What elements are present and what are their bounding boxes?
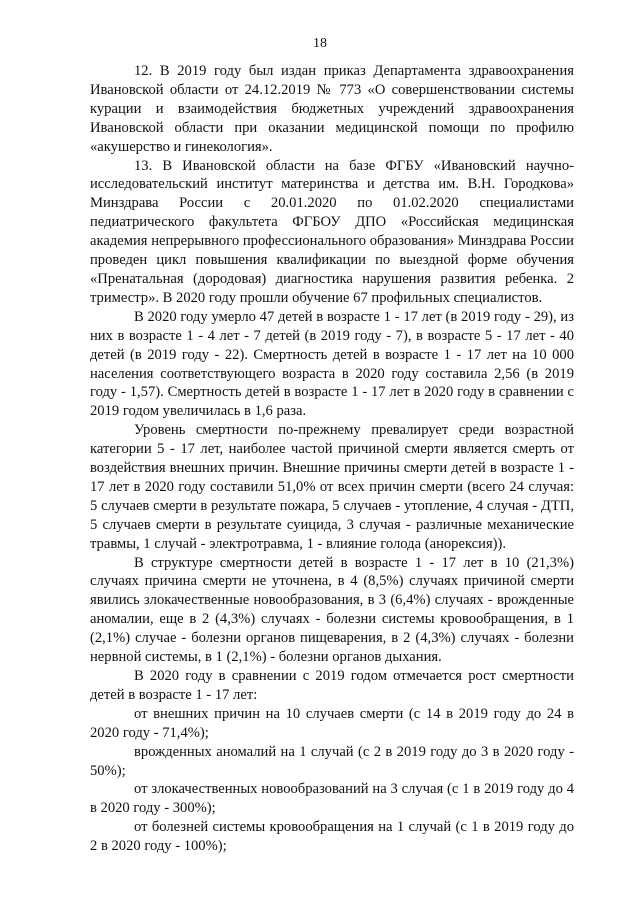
paragraph-order-12: 12. В 2019 году был издан приказ Департамента здравоохранения Ивановской области от 24.12.2019 № 773 «О совершенствовании системы курации и взаимодействия бюджетных учреждений здравоохранения Ивановской области при оказании медицинской помощи по профилю «акушерство и гинекология». [90,63,574,155]
document-body [90,62,574,856]
paragraph-child-mortality: В 2020 году умерло 47 детей в возрасте 1 - 17 лет (в 2019 году - 29), из них в возрасте 1 - 4 лет - 7 детей (в 2019 году - 7), в возрасте 5 - 17 лет - 40 детей (в 2019 году - 22). Смертность детей в возрасте 1 - 17 лет на 10 000 населения соответствующего возраста в 2020 году составила 2,56 (в 2019 году - 1,57). Смертность детей в возрасте 1 - 17 лет в 2020 году в сравнении с 2019 годом увеличилась в 1,6 раза. [90,308,574,420]
paragraph-external-causes: Уровень смертности по-прежнему превалирует среди возрастной категории 5 - 17 лет, наиболее частой причиной смерти является смерть от воздействия внешних причин. Внешние причины смерти детей в возрасте 1 - 17 лет в 2020 году составили 51,0% от всех причин смерти (всего 24 случая: 5 случаев смерти в результате пожара, 5 случаев - утопление, 4 случая - ДТП, 5 случаев смерти в результате суицида, 3 случая - различные механические травмы, 1 случай - электротравма, 1 - влияние голода (анорексия)). [90,422,574,552]
paragraph-mortality-structure: В структуре смертности детей в возрасте 1 - 17 лет в 10 (21,3%) случаях причина смерти не уточнена, в 4 (8,5%) случаях причиной смерти явились злокачественные новообразования, в 3 (6,4%) случаях - врожденные аномалии, еще в 2 (4,3%) случаях - болезни системы кровообращения, в 1 (2,1%) случае - болезни органов пищеварения, в 2 (4,3%) случаях - болезни нервной системы, в 1 (2,1%) - болезни органов дыхания. [90,554,574,666]
paragraph-training-13: 13. В Ивановской области на базе ФГБУ «Ивановский научно-исследовательский институт материнства и детства им. В.Н. Городкова» Минздрава России с 20.01.2020 по 01.02.2020 специалистами педиатрического факультета ФГБОУ ДПО «Российская медицинская академия непрерывного профессионального образования» Минздрава России проведен цикл повышения квалификации по выездной форме обучения «Пренатальная (дородовая) диагностика нарушения развития ребенка. 2 триместр». В 2020 году прошли обучение 67 профильных специалистов. [90,157,574,306]
list-item-neoplasms: от злокачественных новообразований на 3 случая (с 1 в 2019 году до 4 в 2020 году - 300%); [90,781,574,817]
page-number: 18 [313,36,327,51]
list-item-circulatory: от болезней системы кровообращения на 1 случай (с 1 в 2019 году до 2 в 2020 году - 100%); [90,819,574,855]
list-item-congenital: врожденных аномалий на 1 случай (с 2 в 2019 году до 3 в 2020 году - 50%); [90,743,574,779]
list-item-external: от внешних причин на 10 случаев смерти (с 14 в 2019 году до 24 в 2020 году - 71,4%); [90,705,574,741]
paragraph-growth-intro: В 2020 году в сравнении с 2019 годом отмечается рост смертности детей в возрасте 1 - 17 лет: [90,668,574,703]
